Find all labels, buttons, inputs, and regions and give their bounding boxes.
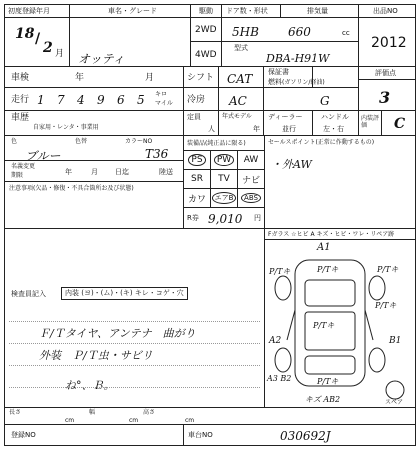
equip-ps: PS	[183, 150, 211, 170]
fuel-value: G	[320, 94, 330, 108]
reg-change-day: 日迄	[115, 168, 129, 176]
mark-pt-4: P/Tキ	[375, 301, 397, 310]
equip-tv: TV	[210, 169, 238, 189]
interior-value: C	[394, 116, 406, 132]
mark-pt-1: P/Tキ	[269, 267, 291, 276]
mark-a3-b2: A3 B2	[267, 374, 292, 383]
warranty-blank-cell	[312, 66, 359, 88]
dealer-sub: 並行	[282, 125, 296, 133]
mileage-digit-1: 1	[37, 93, 45, 107]
score-label: 評価点	[375, 69, 396, 77]
reg-change-cell	[4, 160, 184, 182]
shift-value: CAT	[227, 72, 253, 86]
reg-no-label: 登録NO	[11, 431, 36, 439]
interior-label: 内装評価	[361, 115, 380, 130]
ac-label: 冷房	[187, 95, 206, 105]
year-model-unit: 年	[253, 125, 260, 133]
handle-value: 左・右	[323, 125, 344, 133]
car-name-cell	[69, 17, 191, 67]
mileage-unit-km: キロ	[155, 91, 168, 98]
equip-navi: ナビ	[237, 169, 265, 189]
dimensions-row	[4, 407, 416, 425]
color-value: ブルー	[25, 149, 61, 163]
sales-points-box	[264, 135, 416, 229]
ac-label-cell	[183, 87, 219, 111]
interior-items: 内装 (ヨ)・(ム)・(キ) キレ・コゲ・穴	[61, 287, 188, 300]
mark-pt-3: P/Tキ	[377, 265, 399, 274]
doors-label: ドア数・形状	[226, 7, 268, 15]
spare-label: スペア	[385, 399, 404, 406]
note-rule-2	[9, 343, 260, 344]
reg-change-label: 名義変更	[11, 163, 36, 170]
width-unit: cm	[129, 417, 139, 424]
warranty-label: 保証書	[268, 68, 289, 76]
score-value-cell	[358, 79, 416, 111]
transport-label: 陸送	[159, 168, 173, 176]
mark-a1: A1	[317, 242, 331, 253]
mileage-digit-6: 5	[137, 93, 145, 107]
listing-no-label: 出品NO	[373, 7, 398, 15]
sales-points-label: セールスポイント(正常に作動するもの)	[268, 139, 375, 146]
mark-pt-2: P/Tキ	[317, 265, 339, 274]
shaken-cell	[4, 66, 184, 88]
mark-a2: A2	[269, 336, 282, 346]
displacement-header	[280, 4, 359, 18]
first-reg-cell: 18 / 2 月	[4, 17, 70, 67]
handle-label: ハンドル	[321, 113, 349, 121]
mileage-unit-mile: マイル	[155, 100, 173, 107]
car-name-value: オッティ	[78, 52, 125, 66]
note-rule-4	[9, 387, 260, 388]
fuel-value-cell	[263, 87, 359, 111]
drive-label: 駆動	[199, 7, 213, 15]
damage-legend: Fガラス ☆ヒビ A キズ・ヒビ・ワレ・リペア跡	[268, 231, 395, 238]
recycle-label: R券	[187, 214, 199, 222]
listing-no-cell	[358, 17, 416, 67]
handle-cell	[312, 110, 359, 136]
year-model-cell	[218, 110, 264, 136]
inspector-label: 検査員記入	[11, 290, 46, 298]
score-label-cell	[358, 66, 416, 80]
color-no-label: カラーNO	[125, 138, 153, 145]
usage-cell	[4, 110, 184, 136]
shift-label-cell	[183, 66, 219, 88]
height-label: 高さ	[143, 409, 156, 416]
ac-value-cell	[218, 87, 264, 111]
ac-value: AC	[229, 94, 247, 108]
sales-points-value: ・外AW	[271, 158, 312, 171]
interior-value-cell	[381, 110, 416, 136]
usage-label: 車歴	[11, 113, 30, 123]
dealer-label: ディーラー	[268, 113, 303, 121]
mileage-digit-4: 9	[97, 93, 105, 107]
chassis-label: 車台NO	[188, 431, 213, 439]
shift-value-cell	[218, 66, 264, 88]
shaken-month-unit: 月	[145, 73, 155, 83]
door-shape: 5HB	[232, 25, 259, 39]
first-reg-header	[4, 4, 70, 18]
drive-2wd-cell	[190, 17, 222, 42]
interior-label-cell	[358, 110, 382, 136]
color-cell	[4, 135, 184, 161]
notes-header-box	[4, 181, 184, 229]
drive-2wd: 2WD	[195, 25, 217, 35]
recycle-cell	[183, 207, 265, 229]
equipment-label: 装備品(純正品に限る)	[187, 140, 246, 147]
displacement-label: 排気量	[307, 7, 328, 15]
reg-change-year: 年	[65, 168, 72, 176]
note-rule-3	[9, 365, 260, 366]
first-reg-label: 初度登録年月	[8, 7, 50, 15]
mileage-digit-5: 6	[117, 93, 125, 107]
note-line-1: Ｆ/Ｔタイヤ、アンテナ 曲がり	[39, 327, 196, 340]
drive-header	[190, 4, 222, 18]
width-label: 幅	[89, 409, 96, 416]
equip-pw: PW	[210, 150, 238, 170]
car-name-label: 車名・グレード	[108, 7, 157, 15]
drive-4wd: 4WD	[195, 50, 217, 60]
mileage-label: 走行	[11, 95, 30, 105]
listing-no-header	[358, 4, 416, 18]
damage-diagram-box	[264, 239, 416, 408]
warranty-cell	[263, 66, 325, 88]
fuel-sub: (ガソリン/軽油)	[282, 79, 325, 86]
mileage-digit-2: 7	[57, 93, 65, 107]
length-label: 長さ	[9, 409, 22, 416]
color-code-label: 色替	[75, 138, 88, 145]
mileage-cell	[4, 87, 184, 111]
note-line-3: ね°、Ｂ。	[65, 379, 115, 392]
capacity-cell	[183, 110, 219, 136]
equip-abs: ABS	[237, 188, 265, 208]
model-cell	[221, 41, 359, 67]
height-unit: cm	[185, 417, 195, 424]
car-name-header	[69, 4, 191, 18]
reg-month: 2	[43, 40, 53, 56]
note-line-2: 外装 Ｐ/Ｔ虫・サビリ	[39, 349, 153, 362]
reg-year: 18	[15, 26, 35, 42]
listing-no-value: 2012	[371, 35, 407, 51]
drive-4wd-cell	[190, 41, 222, 67]
capacity-unit: 人	[208, 125, 215, 133]
reg-change-month: 月	[91, 168, 98, 176]
recycle-value: 9,010	[208, 212, 243, 226]
reg-change-sub: 期限	[11, 172, 24, 179]
chassis-value: 030692J	[280, 429, 331, 443]
year-model-label: 年式モデル	[222, 113, 252, 120]
mileage-digit-3: 4	[77, 93, 85, 107]
reg-no-cell	[4, 424, 184, 446]
fuel-label: 燃料	[268, 78, 282, 86]
notes-label: 注意事項(欠品・修復・不具合箇所お及び状態)	[9, 185, 134, 192]
capacity-label: 定員	[187, 113, 201, 121]
month-unit: 月	[55, 49, 65, 59]
mark-pt-5: P/Tキ	[317, 377, 339, 386]
equip-aw: AW	[237, 150, 265, 170]
model-value: DBA-H91W	[266, 52, 330, 65]
shaken-year-unit: 年	[75, 73, 85, 83]
usage-options: 自家用・レンタ・事業用	[33, 124, 99, 131]
mark-rear: キズ AB2	[305, 395, 341, 404]
doors-displacement-cell	[221, 17, 359, 42]
displacement-value: 660	[288, 25, 311, 39]
shaken-label: 車検	[11, 73, 30, 83]
doors-header	[221, 4, 281, 18]
equip-airbag: エアB	[210, 188, 238, 208]
mark-b1: B1	[389, 336, 402, 346]
cc-unit: cc	[342, 29, 350, 37]
length-unit: cm	[65, 417, 75, 424]
note-rule-1	[9, 321, 260, 322]
model-label: 型式	[234, 44, 248, 52]
color-no-value: T36	[145, 147, 169, 161]
mark-pt-6: P/Tキ	[313, 321, 335, 330]
dealer-cell	[263, 110, 313, 136]
score-value: 3	[379, 88, 391, 107]
equipment-header	[183, 135, 265, 151]
notes-body	[4, 228, 265, 408]
equip-leather: カワ	[183, 188, 211, 208]
color-label: 色	[11, 138, 18, 145]
shift-label: シフト	[187, 73, 215, 83]
chassis-cell	[183, 424, 416, 446]
recycle-unit: 円	[254, 214, 261, 222]
equip-sr: SR	[183, 169, 211, 189]
